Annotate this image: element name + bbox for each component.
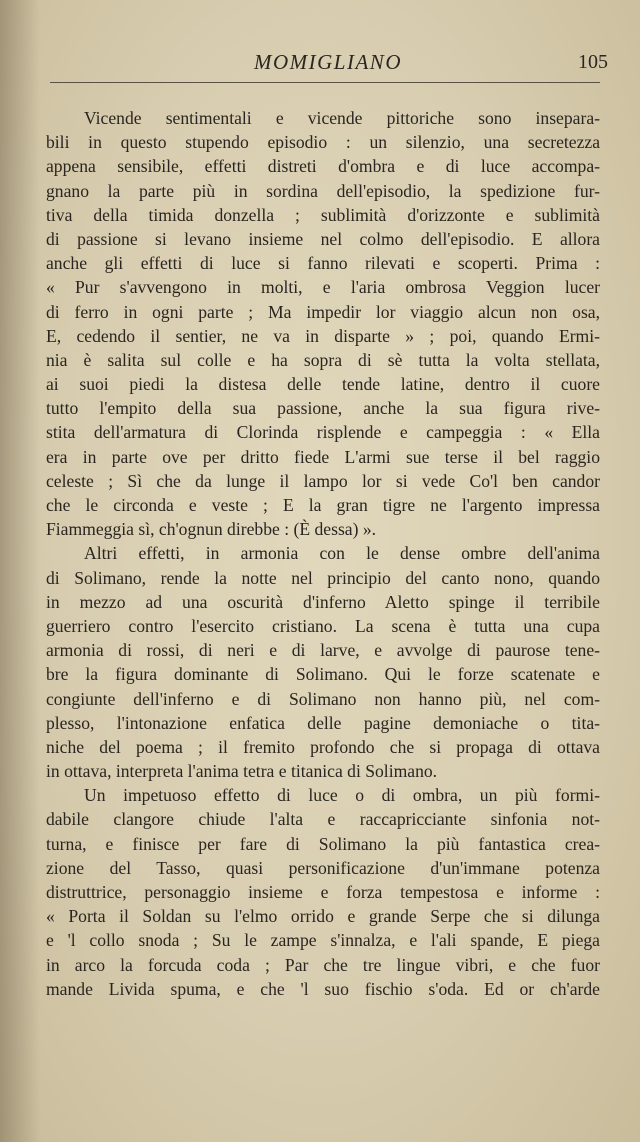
- paragraph-2: [46, 541, 600, 783]
- text-line: Un impetuoso effetto di luce o di ombra, un più formi-: [84, 785, 600, 806]
- text-line: congiunte dell'inferno e di Solimano non hanno più, nel com-: [46, 688, 600, 709]
- text-line: bili in questo stupendo episodio : un silenzio, una secretezza: [46, 132, 600, 153]
- text-line: dabile clangore chiude l'alta e raccapricciante sinfonia not-: [46, 809, 600, 830]
- text-line: e 'l collo snoda ; Su le zampe s'innalza, e l'ali spande, E piega: [46, 930, 600, 951]
- text-line: mande Livida spuma, e che 'l suo fischio s'oda. Ed or ch'arde: [46, 978, 600, 999]
- text-line: Vicende sentimentali e vicende pittoriche sono insepara-: [84, 108, 600, 128]
- body-text: [46, 106, 600, 1001]
- text-line: gnano la parte più in sordina dell'episodio, la spedizione fur-: [46, 180, 600, 201]
- text-line: celeste ; Sì che da lunge il lampo lor si vede Co'l ben candor: [46, 470, 600, 491]
- page-number: 105: [578, 51, 608, 73]
- running-head: MOMIGLIANO: [254, 50, 402, 74]
- text-line: « Pur s'avvengono in molti, e l'aria ombrosa Veggion lucer: [46, 277, 600, 298]
- header-rule: [50, 82, 600, 83]
- text-line: di Solimano, rende la notte nel principio del canto nono, quando: [46, 567, 600, 588]
- text-line: di ferro in ogni parte ; Ma impedir lor viaggio alcun non osa,: [46, 301, 600, 322]
- text-line: guerriero contro l'esercito cristiano. La scena è tutta una cupa: [46, 615, 600, 636]
- text-line: Altri effetti, in armonia con le dense ombre dell'anima: [84, 543, 600, 564]
- text-line: tiva della timida donzella ; sublimità d'orizzonte e sublimità: [46, 204, 600, 225]
- text-line: E, cedendo il sentier, ne va in disparte » ; poi, quando Ermi-: [46, 325, 600, 346]
- text-line: distruttrice, personaggio insieme e forza tempestosa e informe :: [46, 882, 600, 902]
- text-line: nia è salita sul colle e ha sopra di sè tutta la volta stellata,: [46, 349, 600, 370]
- text-line: in mezzo ad una oscurità d'inferno Aletto spinge il terribile: [46, 591, 600, 612]
- text-line: ai suoi piedi la distesa delle tende latine, dentro il cuore: [46, 374, 600, 395]
- text-line: anche gli effetti di luce si fanno rilevati e scoperti. Prima :: [46, 253, 600, 274]
- text-line: era in parte ove per dritto fiede L'armi sue terse il bel raggio: [46, 446, 600, 467]
- text-line: in arco la forcuda coda ; Par che tre lingue vibri, e che fuor: [46, 954, 600, 975]
- text-line: turna, e finisce per fare di Solimano la più fantastica crea-: [46, 833, 600, 854]
- binding-shadow: [0, 0, 40, 1142]
- paragraph-3: [46, 783, 600, 1001]
- text-line: bre la figura dominante di Solimano. Qui le forze scatenate e: [46, 664, 600, 685]
- text-line: Fiammeggia sì, ch'ognun direbbe : (È dessa) ».: [46, 519, 377, 540]
- text-line: che le circonda e veste ; E la gran tigre ne l'argento impressa: [46, 495, 600, 515]
- text-line: niche del poema ; il fremito profondo che si propaga di ottava: [46, 736, 600, 757]
- paragraph-1: [46, 106, 600, 541]
- text-line: zione del Tasso, quasi personificazione d'un'immane potenza: [46, 857, 600, 878]
- text-line: plesso, l'intonazione enfatica delle pagine demoniache o tita-: [46, 712, 600, 733]
- text-line: tutto l'empito della sua passione, anche la sua figura rive-: [46, 398, 600, 419]
- text-line: armonia di rossi, di neri e di larve, e avvolge di paurose tene-: [46, 640, 600, 661]
- text-line: stita dell'armatura di Clorinda risplende e campeggia : « Ella: [46, 422, 600, 443]
- text-line: di passione si levano insieme nel colmo dell'episodio. E allora: [46, 228, 600, 249]
- page-header: [48, 46, 608, 82]
- text-line: appena sensibile, effetti distreti d'ombra e di luce accompa-: [46, 156, 600, 177]
- text-line: in ottava, interpreta l'anima tetra e titanica di Solimano.: [46, 761, 438, 782]
- text-line: « Porta il Soldan su l'elmo orrido e grande Serpe che si dilunga: [46, 906, 600, 927]
